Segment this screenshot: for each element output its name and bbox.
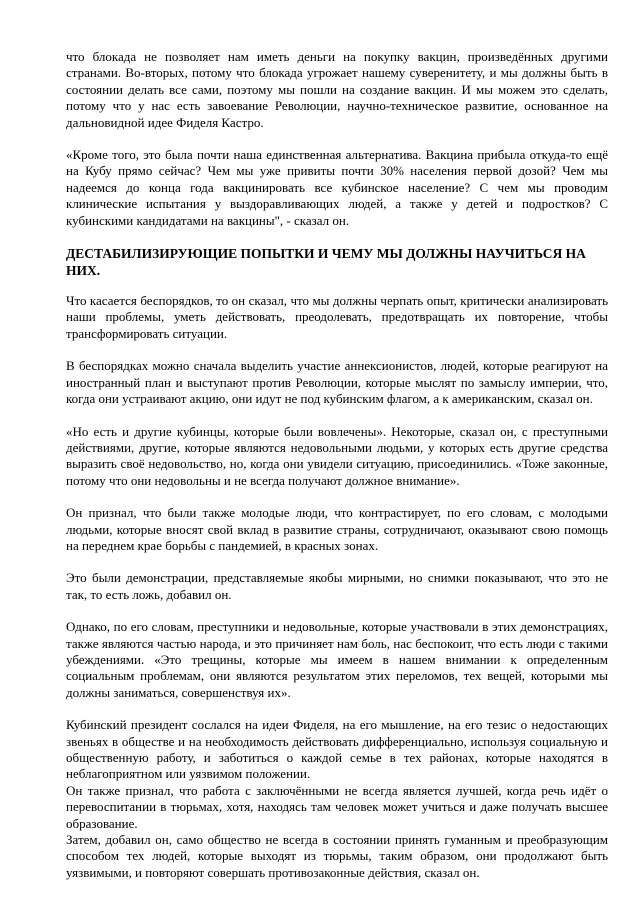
paragraph-cracks: Однако, по его словам, преступники и недовольные, которые участвовали в этих демонстрациях, также являются частью народа, и это причиняет нам боль, нас беспокоит, что есть люди с такими убеждениями. «Это трещины, которые мы имеем в нашем внимании к определенным социальным проблемам, они являются результатом этих переломов, тех вещей, которыми мы должны заниматься, совершенствуя их». bbox=[66, 619, 608, 700]
paragraph-demonstrations: Это были демонстрации, представляемые якобы мирными, но снимки показывают, что это не так, то есть ложь, добавил он. bbox=[66, 570, 608, 602]
paragraph-prisoners: Он также признал, что работа с заключёнными не всегда является лучшей, когда речь идёт о перевоспитании в тюрьмах, хотя, находясь там человек может учиться и даже получать высшее образование. bbox=[66, 782, 608, 831]
paragraph-annexationists: В беспорядках можно сначала выделить участие аннексионистов, людей, которые реагируют на иностранный план и выступают против Революции, которые мыслят по замыслу империи, что, когда они устраивают акцию, они идут не под кубинским флагом, а к американским, сказал он. bbox=[66, 358, 608, 407]
paragraph-riots-experience: Что касается беспорядков, то он сказал, что мы должны черпать опыт, критически анализировать наши проблемы, уметь действовать, преодолевать, предотвращать их повторение, чтобы трансформировать ситуации. bbox=[66, 293, 608, 341]
section-heading: ДЕСТАБИЛИЗИРУЮЩИЕ ПОПЫТКИ И ЧЕМУ МЫ ДОЛЖНЫ НАУЧИТЬСЯ НА НИХ. bbox=[66, 246, 586, 279]
paragraph-young-people: Он признал, что были также молодые люди, что контрастирует, по его словам, с молодыми людьми, которые вносят свой вклад в развитие страны, сотрудничают, оказывают свою помощь на переднем крае борьбы с пандемией, в красных зонах. bbox=[66, 505, 608, 553]
paragraph-vaccine-alternative: «Кроме того, это была почти наша единственная альтернатива. Вакцина прибыла откуда-то ещё на Кубу прямо сейчас? Чем мы уже привиты почти 30% населения первой дозой? Чем мы надеемся до конца года вакцинировать все кубинское население? С чем мы проводим клинические испытания у выздоравливающих людей, а также у детей и подростков? С кубинскими кандидатами на вакцины", - сказал он. bbox=[66, 147, 608, 228]
paragraph-society: Затем, добавил он, само общество не всегда в состоянии принять гуманным и преобразующим способом тех людей, которые выходят из тюрьмы, таким образом, они продолжают быть уязвимыми, и повторяют совершать противозаконные действия, сказал он. bbox=[66, 832, 608, 880]
paragraph-blockade: что блокада не позволяет нам иметь деньги на покупку вакцин, произведённых другими странами. Во-вторых, потому что блокада угрожает нашему суверенитету, и мы должны быть в состоянии делать все сами, поэтому мы пошли на создание вакцин. И мы можем это сделать, потому что у нас есть завоевание Революции, научно-техническое развитие, основанное на дальновидной идее Фиделя Кастро. bbox=[66, 49, 608, 130]
paragraph-other-cubans: «Но есть и другие кубинцы, которые были вовлечены». Некоторые, сказал он, с преступными действиями, другие, которые являются недовольными людьми, у которых есть другие средства выразить своё недовольство, но, когда они увидели ситуацию, присоединились. «Тоже законные, потому что они недовольны и не всегда получают должное внимание». bbox=[66, 423, 608, 488]
paragraph-fidel-ideas: Кубинский президент сослался на идеи Фиделя, на его мышление, на его тезис о недостающих звеньях в обществе и на необходимость действовать дифференциально, используя социальную и общественную работу, и заботиться о каждой семье в тех районах, которые находятся в неблагоприятном или уязвимом положении. bbox=[66, 717, 608, 782]
